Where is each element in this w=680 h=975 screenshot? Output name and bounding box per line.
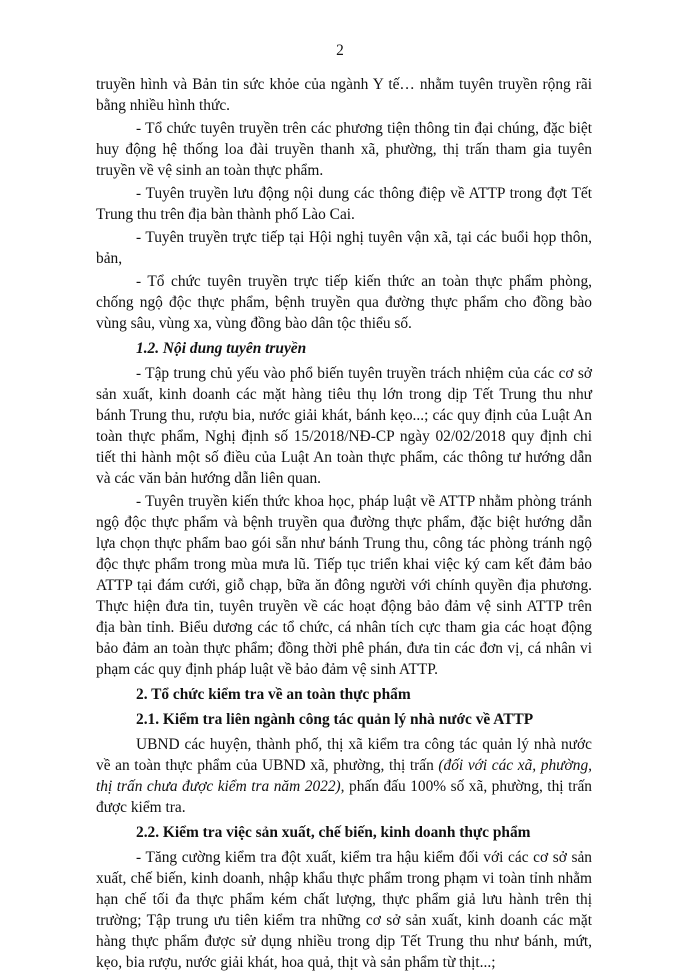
paragraph-2-1-end: phấn đấu 100% số xã, phường, thị trấn được kiểm tra. — [96, 778, 592, 816]
heading-2: 2. Tổ chức kiểm tra về an toàn thực phẩm — [136, 686, 411, 703]
paragraph-mass-media: - Tổ chức tuyên truyền trên các phương tiện thông tin đại chúng, đặc biệt huy động hệ thống loa đài truyền thanh xã, phường, thị trấn tham gia tuyên truyền về vệ sinh an toàn thực phẩm. — [96, 120, 592, 179]
page-number: 2 — [336, 42, 344, 59]
paragraph-2-1 — [96, 734, 592, 818]
document-body — [96, 74, 592, 975]
paragraph-content-knowledge: - Tuyên truyền kiến thức khoa học, pháp luật về ATTP nhằm phòng tránh ngộ độc thực phẩm và bệnh truyền qua đường thực phẩm, đặc biệt hướng dẫn lựa chọn thực phẩm bao gói sẵn như bánh Trung thu, công tác phòng tránh ngộ độc thực phẩm trong mùa mưa lũ. Tiếp tục triển khai việc ký cam kết đảm bảo ATTP tại đám cưới, giỗ chạp, bữa ăn đông người với chính quyền địa phương. Thực hiện đưa tin, tuyên truyền về các hoạt động bảo đảm vệ sinh ATTP trên địa bàn tỉnh. Biểu dương các tổ chức, cá nhân tích cực tham gia các hoạt động bảo đảm an toàn thực phẩm; đồng thời phê phán, đưa tin các đơn vị, cá nhân vi phạm các quy định pháp luật về bảo đảm vệ sinh ATTP. — [96, 493, 592, 678]
heading-2-2: 2.2. Kiểm tra việc sản xuất, chế biến, kinh doanh thực phẩm — [136, 824, 531, 841]
heading-1-2: 1.2. Nội dung tuyên truyền — [136, 340, 307, 357]
paragraph-mobile-propaganda: - Tuyên truyền lưu động nội dung các thông điệp về ATTP trong đợt Tết Trung thu trên địa bàn thành phố Lào Cai. — [96, 185, 592, 223]
heading-2-1: 2.1. Kiểm tra liên ngành công tác quản lý nhà nước về ATTP — [136, 711, 534, 728]
paragraph-2-1-start: UBND các huyện, thành phố, thị xã kiểm tra công tác quản lý nhà nước về an toàn thực phẩm của UBND xã, phường, thị trấn — [96, 736, 592, 774]
paragraph-content-focus: - Tập trung chủ yếu vào phổ biến tuyên truyền trách nhiệm của các cơ sở sản xuất, kinh doanh các mặt hàng tiêu thụ lớn trong dịp Tết Trung thu như bánh Trung thu, rượu bia, nước giải khát, bánh kẹo...; các quy định của Luật An toàn thực phẩm, Nghị định số 15/2018/NĐ-CP ngày 02/02/2018 quy định chi tiết thi hành một số điều của Luật An toàn thực phẩm, các thông tư hướng dẫn và các văn bản hướng dẫn liên quan. — [96, 365, 592, 487]
paragraph-2-2: - Tăng cường kiểm tra đột xuất, kiểm tra hậu kiểm đối với các cơ sở sản xuất, chế biến, kinh doanh, nhập khẩu thực phẩm trong phạm vi toàn tỉnh nhằm hạn chế tối đa thực phẩm kém chất lượng, thực phẩm giả lưu hành trên thị trường; Tập trung ưu tiên kiểm tra những cơ sở sản xuất, kinh doanh các mặt hàng thực phẩm được sử dụng nhiều trong dịp Tết Trung thu như bánh, mứt, kẹo, bia rượu, nước giải khát, hoa quả, thịt và sản phẩm từ thịt...; — [96, 849, 592, 971]
paragraph-direct-conference: - Tuyên truyền trực tiếp tại Hội nghị tuyên vận xã, tại các buổi họp thôn, bản, — [96, 229, 592, 267]
paragraph-2-1-italic: (đối với các xã, phường, thị trấn chưa được kiểm tra năm 2022), — [96, 757, 592, 795]
paragraph-direct-knowledge: - Tổ chức tuyên truyền trực tiếp kiến thức an toàn thực phẩm phòng, chống ngộ độc thực phẩm, bệnh truyền qua đường thực phẩm cho đồng bào vùng sâu, vùng xa, vùng đồng bào dân tộc thiểu số. — [96, 273, 592, 332]
paragraph-continued: truyền hình và Bản tin sức khỏe của ngành Y tế… nhằm tuyên truyền rộng rãi bằng nhiều hình thức. — [96, 76, 592, 114]
